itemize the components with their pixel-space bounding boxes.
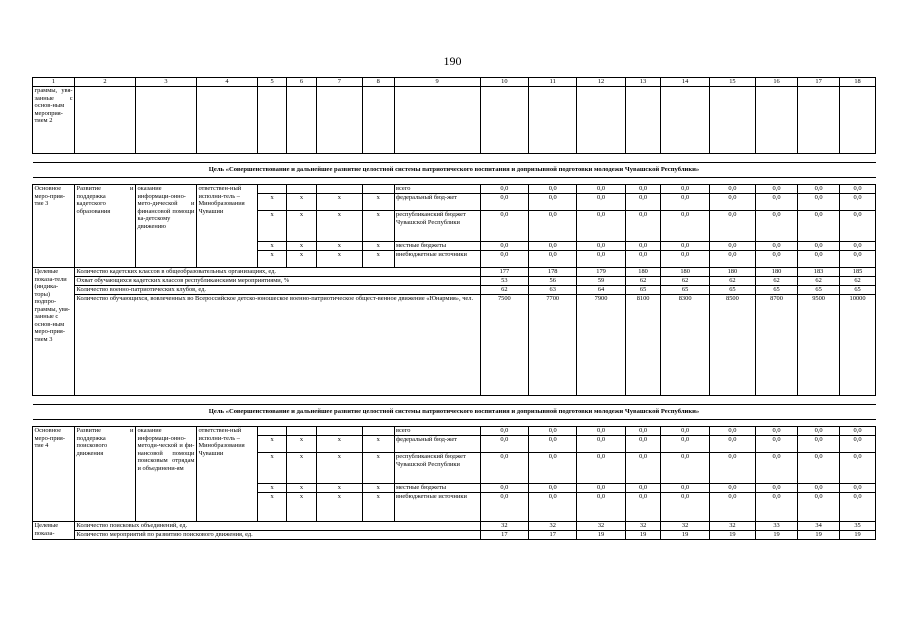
x-mark: x bbox=[257, 194, 286, 211]
event-name: Развитие и поддержка поискового движения bbox=[75, 427, 136, 522]
value-cell: 0,0 bbox=[756, 242, 798, 251]
value-cell: 0,0 bbox=[577, 453, 625, 484]
target-value: 177 bbox=[480, 268, 528, 277]
value-cell: 0,0 bbox=[529, 242, 577, 251]
target-value: 8100 bbox=[625, 295, 661, 396]
target-value: 17 bbox=[529, 531, 577, 540]
x-mark: x bbox=[362, 194, 394, 211]
table-cell bbox=[661, 87, 709, 154]
x-mark: x bbox=[287, 251, 316, 268]
value-cell: 0,0 bbox=[480, 484, 528, 493]
value-cell: 0,0 bbox=[480, 194, 528, 211]
funding-source: федеральный бюд-жет bbox=[394, 436, 480, 453]
table-cell bbox=[798, 87, 840, 154]
value-cell: 0,0 bbox=[709, 493, 755, 522]
target-value: 32 bbox=[480, 522, 528, 531]
value-cell: 0,0 bbox=[625, 242, 661, 251]
event-label: Основное меро-прия-тие 3 bbox=[33, 185, 75, 268]
x-mark: x bbox=[287, 194, 316, 211]
target-value: 179 bbox=[577, 268, 625, 277]
table-cell bbox=[287, 87, 316, 154]
column-number: 10 bbox=[480, 78, 528, 87]
empty-cell bbox=[316, 185, 362, 194]
value-cell: 0,0 bbox=[529, 211, 577, 242]
column-number: 5 bbox=[257, 78, 286, 87]
target-value: 64 bbox=[577, 286, 625, 295]
value-cell: 0,0 bbox=[840, 436, 876, 453]
table-cell bbox=[756, 87, 798, 154]
column-number: 17 bbox=[798, 78, 840, 87]
value-cell: 0,0 bbox=[529, 453, 577, 484]
value-cell: 0,0 bbox=[480, 436, 528, 453]
target-value: 32 bbox=[625, 522, 661, 531]
value-cell: 0,0 bbox=[577, 493, 625, 522]
table-cell bbox=[33, 154, 876, 163]
target-value: 62 bbox=[798, 277, 840, 286]
value-cell: 0,0 bbox=[625, 436, 661, 453]
table-cell bbox=[33, 420, 876, 427]
x-mark: x bbox=[287, 211, 316, 242]
value-cell: 0,0 bbox=[798, 251, 840, 268]
empty-cell bbox=[257, 427, 286, 436]
table-cell bbox=[840, 87, 876, 154]
value-cell: 0,0 bbox=[840, 484, 876, 493]
target-value: 32 bbox=[661, 522, 709, 531]
target-value: 62 bbox=[625, 277, 661, 286]
x-mark: x bbox=[257, 484, 286, 493]
x-mark: x bbox=[257, 242, 286, 251]
value-cell: 0,0 bbox=[529, 427, 577, 436]
funding-row-total bbox=[33, 427, 876, 436]
empty-cell bbox=[287, 185, 316, 194]
funding-source: всего bbox=[394, 185, 480, 194]
value-cell: 0,0 bbox=[840, 185, 876, 194]
value-cell: 0,0 bbox=[529, 194, 577, 211]
target-value: 62 bbox=[756, 277, 798, 286]
funding-source: всего bbox=[394, 427, 480, 436]
goal-row bbox=[33, 405, 876, 420]
column-number: 14 bbox=[661, 78, 709, 87]
value-cell: 0,0 bbox=[798, 493, 840, 522]
target-value: 32 bbox=[529, 522, 577, 531]
x-mark: x bbox=[287, 493, 316, 522]
value-cell: 0,0 bbox=[577, 194, 625, 211]
event-description: оказание информаци-онно-методи-ческой и фи-нансовой помощи поисковым отрядам и объединени-ям bbox=[135, 427, 196, 522]
spacer-row bbox=[33, 420, 876, 427]
header-row bbox=[33, 78, 876, 87]
x-mark: x bbox=[316, 493, 362, 522]
target-value: 19 bbox=[756, 531, 798, 540]
x-mark: x bbox=[257, 453, 286, 484]
target-value: 32 bbox=[709, 522, 755, 531]
target-value: 8300 bbox=[661, 295, 709, 396]
target-value: 180 bbox=[625, 268, 661, 277]
target-value: 19 bbox=[840, 531, 876, 540]
page-number: 190 bbox=[443, 54, 462, 68]
target-value: 65 bbox=[798, 286, 840, 295]
x-mark: x bbox=[316, 484, 362, 493]
table-cell bbox=[709, 87, 755, 154]
funding-source: республиканский бюджет Чувашской Республики bbox=[394, 211, 480, 242]
target-row bbox=[33, 286, 876, 295]
column-number: 7 bbox=[316, 78, 362, 87]
value-cell: 0,0 bbox=[798, 242, 840, 251]
table-cell bbox=[316, 87, 362, 154]
value-cell: 0,0 bbox=[661, 185, 709, 194]
value-cell: 0,0 bbox=[625, 493, 661, 522]
target-value: 19 bbox=[709, 531, 755, 540]
value-cell: 0,0 bbox=[661, 484, 709, 493]
value-cell: 0,0 bbox=[625, 251, 661, 268]
x-mark: x bbox=[316, 453, 362, 484]
value-cell: 0,0 bbox=[480, 453, 528, 484]
value-cell: 0,0 bbox=[577, 211, 625, 242]
value-cell: 0,0 bbox=[798, 453, 840, 484]
value-cell: 0,0 bbox=[480, 242, 528, 251]
value-cell: 0,0 bbox=[840, 453, 876, 484]
value-cell: 0,0 bbox=[577, 427, 625, 436]
value-cell: 0,0 bbox=[577, 185, 625, 194]
value-cell: 0,0 bbox=[661, 242, 709, 251]
value-cell: 0,0 bbox=[709, 484, 755, 493]
target-value: 17 bbox=[480, 531, 528, 540]
target-text: Охват обучающихся кадетских классов республиканскими мероприятиями, % bbox=[75, 277, 481, 286]
value-cell: 0,0 bbox=[840, 194, 876, 211]
value-cell: 0,0 bbox=[756, 185, 798, 194]
value-cell: 0,0 bbox=[756, 436, 798, 453]
table-cell bbox=[196, 87, 257, 154]
value-cell: 0,0 bbox=[840, 493, 876, 522]
x-mark: x bbox=[316, 436, 362, 453]
value-cell: 0,0 bbox=[661, 493, 709, 522]
target-text: Количество обучающихся, вовлеченных во Всероссийское детско-юношеское военно-патриотическое общест-венное движение «Юнармия», чел. bbox=[75, 295, 481, 396]
targets-label: Целевые показа- bbox=[33, 522, 75, 540]
value-cell: 0,0 bbox=[798, 427, 840, 436]
column-number: 12 bbox=[577, 78, 625, 87]
x-mark: x bbox=[362, 436, 394, 453]
value-cell: 0,0 bbox=[529, 436, 577, 453]
value-cell: 0,0 bbox=[709, 251, 755, 268]
target-value: 56 bbox=[529, 277, 577, 286]
funding-source: местные бюджеты bbox=[394, 484, 480, 493]
value-cell: 0,0 bbox=[709, 453, 755, 484]
value-cell: 0,0 bbox=[529, 251, 577, 268]
value-cell: 0,0 bbox=[661, 427, 709, 436]
event-name: Развитие и поддержка кадетского образования bbox=[75, 185, 136, 268]
column-number: 6 bbox=[287, 78, 316, 87]
empty-cell bbox=[257, 185, 286, 194]
program-table bbox=[32, 77, 876, 540]
x-mark: x bbox=[362, 242, 394, 251]
x-mark: x bbox=[316, 242, 362, 251]
target-row bbox=[33, 268, 876, 277]
value-cell: 0,0 bbox=[661, 251, 709, 268]
target-value: 7500 bbox=[480, 295, 528, 396]
value-cell: 0,0 bbox=[661, 436, 709, 453]
target-value: 185 bbox=[840, 268, 876, 277]
target-value: 9500 bbox=[798, 295, 840, 396]
column-number: 4 bbox=[196, 78, 257, 87]
x-mark: x bbox=[287, 453, 316, 484]
value-cell: 0,0 bbox=[625, 185, 661, 194]
target-value: 19 bbox=[625, 531, 661, 540]
value-cell: 0,0 bbox=[798, 436, 840, 453]
empty-cell bbox=[362, 185, 394, 194]
event-description: оказание информаци-онно-мето-дической и финансовой помощи ка-детскому движению bbox=[135, 185, 196, 268]
target-value: 19 bbox=[798, 531, 840, 540]
target-value: 62 bbox=[661, 277, 709, 286]
target-value: 34 bbox=[798, 522, 840, 531]
x-mark: x bbox=[362, 251, 394, 268]
target-value: 62 bbox=[480, 286, 528, 295]
value-cell: 0,0 bbox=[625, 211, 661, 242]
target-row bbox=[33, 295, 876, 396]
value-cell: 0,0 bbox=[709, 185, 755, 194]
value-cell: 0,0 bbox=[756, 427, 798, 436]
value-cell: 0,0 bbox=[756, 453, 798, 484]
target-value: 7900 bbox=[577, 295, 625, 396]
table-cell bbox=[135, 87, 196, 154]
value-cell: 0,0 bbox=[756, 251, 798, 268]
empty-cell bbox=[316, 427, 362, 436]
table-cell bbox=[362, 87, 394, 154]
table-cell bbox=[529, 87, 577, 154]
value-cell: 0,0 bbox=[529, 484, 577, 493]
x-mark: x bbox=[257, 493, 286, 522]
table-cell bbox=[577, 87, 625, 154]
target-value: 180 bbox=[756, 268, 798, 277]
target-value: 19 bbox=[577, 531, 625, 540]
target-value: 35 bbox=[840, 522, 876, 531]
x-mark: x bbox=[257, 211, 286, 242]
value-cell: 0,0 bbox=[625, 194, 661, 211]
funding-source: внебюджетные источники bbox=[394, 493, 480, 522]
x-mark: x bbox=[362, 484, 394, 493]
x-mark: x bbox=[362, 493, 394, 522]
column-number: 3 bbox=[135, 78, 196, 87]
x-mark: x bbox=[316, 251, 362, 268]
target-value: 178 bbox=[529, 268, 577, 277]
column-number: 9 bbox=[394, 78, 480, 87]
column-number: 18 bbox=[840, 78, 876, 87]
value-cell: 0,0 bbox=[480, 251, 528, 268]
funding-source: федеральный бюд-жет bbox=[394, 194, 480, 211]
value-cell: 0,0 bbox=[709, 242, 755, 251]
target-value: 65 bbox=[625, 286, 661, 295]
target-value: 62 bbox=[840, 277, 876, 286]
target-text: Количество военно-патриотических клубов, ед. bbox=[75, 286, 481, 295]
target-row bbox=[33, 531, 876, 540]
value-cell: 0,0 bbox=[480, 493, 528, 522]
value-cell: 0,0 bbox=[709, 427, 755, 436]
value-cell: 0,0 bbox=[798, 185, 840, 194]
target-value: 19 bbox=[661, 531, 709, 540]
value-cell: 0,0 bbox=[480, 211, 528, 242]
value-cell: 0,0 bbox=[840, 251, 876, 268]
value-cell: 0,0 bbox=[709, 211, 755, 242]
x-mark: x bbox=[257, 436, 286, 453]
value-cell: 0,0 bbox=[756, 194, 798, 211]
target-value: 32 bbox=[577, 522, 625, 531]
funding-source: республиканский бюджет Чувашской Республики bbox=[394, 453, 480, 484]
row-label: граммы, увя-занные с основ-ным мероприя-тием 2 bbox=[33, 87, 75, 154]
x-mark: x bbox=[362, 211, 394, 242]
target-value: 33 bbox=[756, 522, 798, 531]
target-value: 183 bbox=[798, 268, 840, 277]
table-cell bbox=[394, 87, 480, 154]
empty-cell bbox=[362, 427, 394, 436]
value-cell: 0,0 bbox=[756, 493, 798, 522]
target-value: 65 bbox=[661, 286, 709, 295]
table-cell bbox=[625, 87, 661, 154]
target-value: 63 bbox=[529, 286, 577, 295]
x-mark: x bbox=[287, 436, 316, 453]
table-cell bbox=[75, 87, 136, 154]
target-value: 180 bbox=[709, 268, 755, 277]
column-number: 15 bbox=[709, 78, 755, 87]
event-executor: ответствен-ный исполни-тель – Минобразования Чувашии bbox=[196, 427, 257, 522]
value-cell: 0,0 bbox=[709, 436, 755, 453]
target-value: 10000 bbox=[840, 295, 876, 396]
value-cell: 0,0 bbox=[709, 194, 755, 211]
target-value: 8700 bbox=[756, 295, 798, 396]
value-cell: 0,0 bbox=[756, 484, 798, 493]
target-text: Количество поисковых объединений, ед. bbox=[75, 522, 481, 531]
target-row bbox=[33, 522, 876, 531]
target-value: 180 bbox=[661, 268, 709, 277]
value-cell: 0,0 bbox=[798, 211, 840, 242]
spacer-row bbox=[33, 396, 876, 405]
x-mark: x bbox=[257, 251, 286, 268]
goal-title: Цель «Совершенствование и дальнейшее развитие целостной системы патриотического воспитания и допризывной подготовки молодежи Чувашской Республики» bbox=[33, 163, 876, 178]
x-mark: x bbox=[316, 194, 362, 211]
value-cell: 0,0 bbox=[798, 484, 840, 493]
value-cell: 0,0 bbox=[756, 211, 798, 242]
column-number: 13 bbox=[625, 78, 661, 87]
target-text: Количество мероприятий по развитию поискового движения, ед. bbox=[75, 531, 481, 540]
empty-cell bbox=[287, 427, 316, 436]
value-cell: 0,0 bbox=[577, 484, 625, 493]
table-cell bbox=[257, 87, 286, 154]
column-number: 1 bbox=[33, 78, 75, 87]
spacer-row bbox=[33, 178, 876, 185]
spacer-row bbox=[33, 154, 876, 163]
value-cell: 0,0 bbox=[577, 436, 625, 453]
funding-source: внебюджетные источники bbox=[394, 251, 480, 268]
target-value: 65 bbox=[709, 286, 755, 295]
value-cell: 0,0 bbox=[529, 185, 577, 194]
x-mark: x bbox=[316, 211, 362, 242]
value-cell: 0,0 bbox=[625, 484, 661, 493]
event-label: Основное меро-прия-тие 4 bbox=[33, 427, 75, 522]
target-value: 53 bbox=[480, 277, 528, 286]
target-value: 62 bbox=[709, 277, 755, 286]
column-number: 2 bbox=[75, 78, 136, 87]
value-cell: 0,0 bbox=[577, 242, 625, 251]
target-value: 65 bbox=[840, 286, 876, 295]
target-value: 65 bbox=[756, 286, 798, 295]
x-mark: x bbox=[362, 453, 394, 484]
target-value: 59 bbox=[577, 277, 625, 286]
value-cell: 0,0 bbox=[480, 427, 528, 436]
value-cell: 0,0 bbox=[661, 211, 709, 242]
value-cell: 0,0 bbox=[798, 194, 840, 211]
goal-row bbox=[33, 163, 876, 178]
value-cell: 0,0 bbox=[529, 493, 577, 522]
continuation-row bbox=[33, 87, 876, 154]
targets-label: Целевые показа-тели (индика-торы) подпро-граммы, увя-занные с основ-ным меро-прия-тием 3 bbox=[33, 268, 75, 396]
table-cell bbox=[480, 87, 528, 154]
value-cell: 0,0 bbox=[480, 185, 528, 194]
target-value: 7700 bbox=[529, 295, 577, 396]
target-value: 8500 bbox=[709, 295, 755, 396]
value-cell: 0,0 bbox=[625, 453, 661, 484]
target-row bbox=[33, 277, 876, 286]
x-mark: x bbox=[287, 242, 316, 251]
column-number: 8 bbox=[362, 78, 394, 87]
value-cell: 0,0 bbox=[661, 453, 709, 484]
value-cell: 0,0 bbox=[577, 251, 625, 268]
funding-row-total bbox=[33, 185, 876, 194]
x-mark: x bbox=[287, 484, 316, 493]
table-cell bbox=[33, 178, 876, 185]
event-executor: ответствен-ный исполни-тель – Минобразования Чувашии bbox=[196, 185, 257, 268]
table-cell bbox=[33, 396, 876, 405]
value-cell: 0,0 bbox=[840, 211, 876, 242]
value-cell: 0,0 bbox=[840, 427, 876, 436]
value-cell: 0,0 bbox=[661, 194, 709, 211]
target-text: Количество кадетских классов в общеобразовательных организациях, ед. bbox=[75, 268, 481, 277]
goal-title: Цель «Совершенствование и дальнейшее развитие целостной системы патриотического воспитания и допризывной подготовки молодежи Чувашской Республики» bbox=[33, 405, 876, 420]
value-cell: 0,0 bbox=[625, 427, 661, 436]
column-number: 16 bbox=[756, 78, 798, 87]
value-cell: 0,0 bbox=[840, 242, 876, 251]
column-number: 11 bbox=[529, 78, 577, 87]
funding-source: местные бюджеты bbox=[394, 242, 480, 251]
